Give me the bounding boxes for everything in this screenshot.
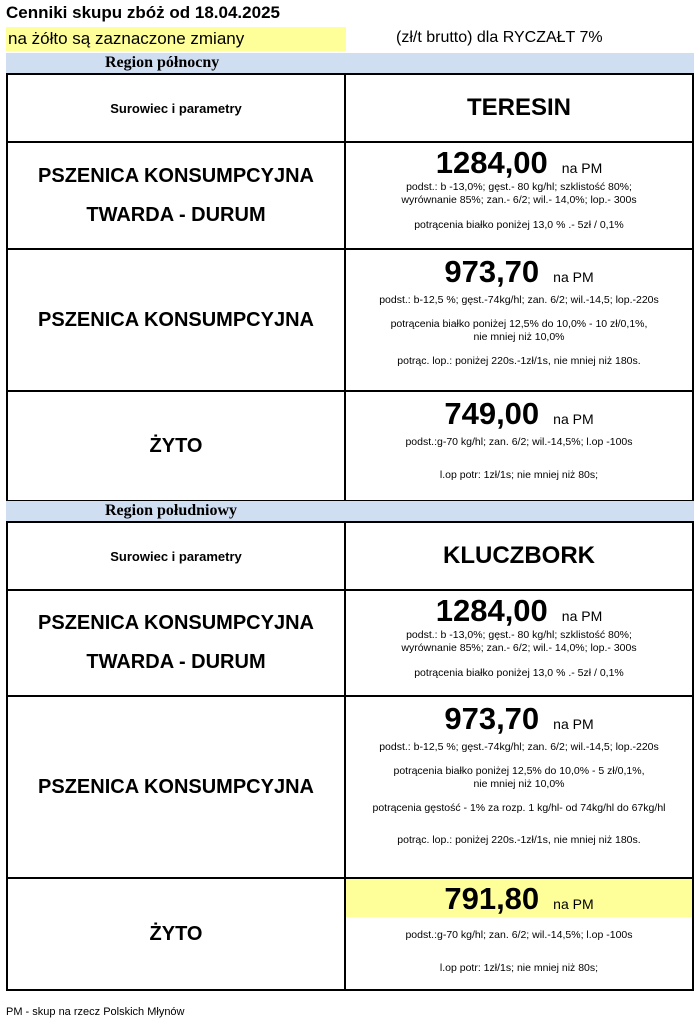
price-table-south (6, 521, 694, 991)
product-name: PSZENICA KONSUMPCYJNA (38, 164, 314, 187)
price-unit: na PM (553, 269, 594, 285)
table-row (8, 589, 692, 695)
price-unit: na PM (561, 608, 603, 624)
deduction-text: potrącenia białko poniżej 13,0 % .- 5zł / 0,1% (414, 219, 624, 231)
parameters-text: podst.: b -13,0%; gęst.- 80 kg/hl; szklistość 80%; (406, 181, 632, 193)
page-title: Cenniki skupu zbóż od 18.04.2025 (6, 3, 280, 22)
price-value: 973,70 (444, 701, 540, 736)
parameters-text: podst.:g-70 kg/hl; zan. 6/2; wil.-14,5%; l.op -100s (405, 436, 633, 448)
deduction-text: l.op potr: 1zł/1s; nie mniej niż 80s; (439, 962, 599, 974)
price-table-north (6, 73, 694, 502)
table-row (8, 695, 692, 877)
parameters-text: podst.:g-70 kg/hl; zan. 6/2; wil.-14,5%; l.op -100s (405, 929, 633, 941)
deduction-text: potrącenia białko poniżej 12,5% do 10,0% - 5 zł/0,1%, (393, 765, 645, 777)
product-name: PSZENICA KONSUMPCYJNA (38, 612, 314, 634)
deduction-text: potrącenia białko poniżej 13,0 % .- 5zł / 0,1% (414, 667, 624, 679)
price-value: 749,00 (444, 396, 540, 431)
deduction-text: nie mniej niż 10,0% (473, 331, 565, 343)
price-value: 1284,00 (435, 145, 548, 180)
deduction-text: potrącenia gęstość - 1% za rozp. 1 kg/hl- od 74kg/hl do 67kg/hl (372, 802, 666, 814)
parameters-text: podst.: b-12,5 %; gęst.-74kg/hl; zan. 6/2; wil.-14,5; lop.-220s (379, 741, 659, 753)
table-row (8, 248, 692, 390)
table-row (8, 390, 692, 500)
deduction-text: potrąc. lop.: poniżej 220s.-1zł/1s, nie mniej niż 180s. (397, 834, 641, 846)
table-row (8, 141, 692, 248)
product-name: ŻYTO (149, 434, 203, 457)
region-name: Region północny (105, 54, 220, 71)
table-header-row (8, 523, 692, 589)
deduction-text: l.op potr: 1zł/1s; nie mniej niż 80s; (439, 469, 599, 481)
price-value: 791,80 (444, 881, 540, 916)
changes-notice: na żółto są zaznaczone zmiany (6, 27, 346, 51)
location-name: TERESIN (466, 94, 571, 121)
price-unit-note: (zł/t brutto) dla RYCZAŁT 7% (396, 29, 603, 46)
product-name-line2: TWARDA - DURUM (86, 651, 266, 673)
region-name: Region południowy (105, 502, 238, 519)
product-name-line2: TWARDA - DURUM (86, 203, 266, 226)
parameters-text: podst.: b -13,0%; gęst.- 80 kg/hl; szklistość 80%; (406, 629, 632, 641)
table-header-row (8, 75, 692, 141)
parameters-text: podst.: b-12,5 %; gęst.-74kg/hl; zan. 6/2; wil.-14,5; lop.-220s (379, 294, 659, 306)
deduction-text: nie mniej niż 10,0% (473, 778, 565, 790)
changed-price-highlight (346, 879, 692, 917)
price-value: 1284,00 (435, 593, 548, 628)
table-row (8, 877, 692, 989)
product-name: PSZENICA KONSUMPCYJNA (38, 308, 314, 331)
price-unit: na PM (553, 896, 594, 912)
region-bar-south (6, 501, 694, 521)
product-name: PSZENICA KONSUMPCYJNA (38, 775, 314, 798)
product-name: ŻYTO (149, 922, 203, 945)
price-unit: na PM (553, 411, 594, 427)
parameters-text: wyrównanie 85%; zan.- 6/2; wil.- 14,0%; lop.- 300s (401, 194, 637, 206)
deduction-text: potrąc. lop.: poniżej 220s.-1zł/1s, nie mniej niż 180s. (397, 355, 641, 367)
price-unit: na PM (561, 160, 603, 176)
parameters-text: wyrównanie 85%; zan.- 6/2; wil.- 14,0%; lop.- 300s (401, 642, 637, 654)
region-bar-north (6, 53, 694, 73)
location-name: KLUCZBORK (443, 542, 595, 569)
price-unit: na PM (553, 716, 594, 732)
column-header-label: Surowiec i parametry (110, 548, 242, 564)
footer-note: PM - skup na rzecz Polskich Młynów (6, 1006, 185, 1018)
deduction-text: potrącenia białko poniżej 12,5% do 10,0% - 10 zł/0,1%, (390, 318, 648, 330)
column-header-label: Surowiec i parametry (110, 100, 242, 116)
price-value: 973,70 (444, 254, 540, 289)
